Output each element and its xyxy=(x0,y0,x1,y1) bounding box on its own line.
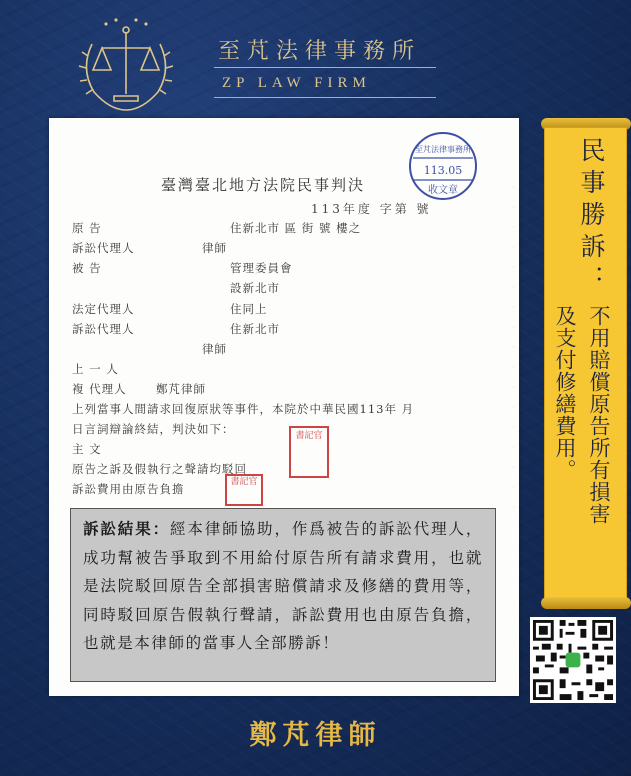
divider xyxy=(214,97,436,98)
doc-line: 原告之訴及假執行之聲請均駁回 xyxy=(72,462,247,476)
doc-line: 法定代理人 住同上 xyxy=(72,302,268,316)
clerk-stamp: 書記官 xyxy=(225,474,263,506)
receipt-stamp-bottom: 收文章 xyxy=(428,185,458,196)
doc-line: 日言詞辯論終結，判決如下： xyxy=(72,422,235,436)
doc-line: 訴訟代理人 住新北市 xyxy=(72,322,280,336)
lawyer-name: 鄭芃律師 xyxy=(249,720,382,751)
litigation-result-box xyxy=(70,508,496,682)
clerk-stamp: 書記官 xyxy=(289,426,329,478)
court-judgment-document: 至芃法律事務所 113.05 收文章 臺灣臺北地方法院民事判決 113年度 字第 號 原 告 住新北市 區 街 號 樓之 訴訟代理人 律師 被 告 管理委員會 設新北市 法定代理人 住同上 訴訟代理人 住新北市 律師 上 一 人 複 代理人 鄭芃律師 上列當事人間請求回復原狀等事件，本院於中華民國113年 月 日言詞辯論終結，判決如下： 主 文 原告之訴及假執行之聲請均駁回 訴訟費用由原告負擔 書記官 書記官 · · · · · · · · · · · · · · · · · xyxy=(49,118,519,696)
doc-line: 上 一 人 xyxy=(72,362,119,376)
firm-name-english: ZP LAW FIRM xyxy=(222,75,371,91)
doc-line: 主 文 xyxy=(72,442,102,456)
doc-line: 訴訟代理人 律師 xyxy=(72,241,227,255)
litigation-result-text xyxy=(83,515,483,658)
case-number: 113年度 字第 號 xyxy=(311,202,432,216)
scroll-bottom-rod xyxy=(541,597,631,609)
divider xyxy=(214,67,436,68)
scroll-title: 民事勝訴： xyxy=(577,137,606,297)
firm-name-chinese: 至芃法律事務所 xyxy=(218,39,422,64)
line-number-column: · · · · · · · · · · · · · · · · · xyxy=(512,183,515,512)
doc-line: 原 告 住新北市 區 街 號 樓之 xyxy=(72,221,362,235)
result-label: 訴訟結果： xyxy=(83,519,171,538)
scales-of-justice-logo xyxy=(72,14,180,114)
result-body: 經本律師協助，作爲被告的訴訟代理人，成功幫被告爭取到不用給付原告所有請求費用，也就是法院駁回原告全部損害賠償請求及修繕的費用等，同時駁回原告假執行聲請，訴訟費用也由原告負擔，也就是本律師的當事人全部勝訴！ xyxy=(83,520,483,652)
scroll-banner xyxy=(544,127,627,603)
doc-line: 被 告 管理委員會 xyxy=(72,261,293,275)
scroll-left-column: 及支付修繕費用。 xyxy=(553,305,577,481)
doc-line: 複 代理人 鄭芃律師 xyxy=(72,382,206,396)
judgment-title: 臺灣臺北地方法院民事判決 xyxy=(161,176,366,194)
scroll-right-column: 不用賠償原告所有損害 xyxy=(587,305,611,525)
receipt-stamp xyxy=(405,130,481,202)
receipt-stamp-top: 至芃法律事務所 xyxy=(415,145,471,154)
receipt-stamp-mid: 113.05 xyxy=(423,164,463,177)
doc-line: 訴訟費用由原告負擔 xyxy=(72,482,185,496)
qr-code[interactable] xyxy=(530,617,616,703)
doc-line: 上列當事人間請求回復原狀等事件，本院於中華民國113年 月 xyxy=(72,402,415,416)
